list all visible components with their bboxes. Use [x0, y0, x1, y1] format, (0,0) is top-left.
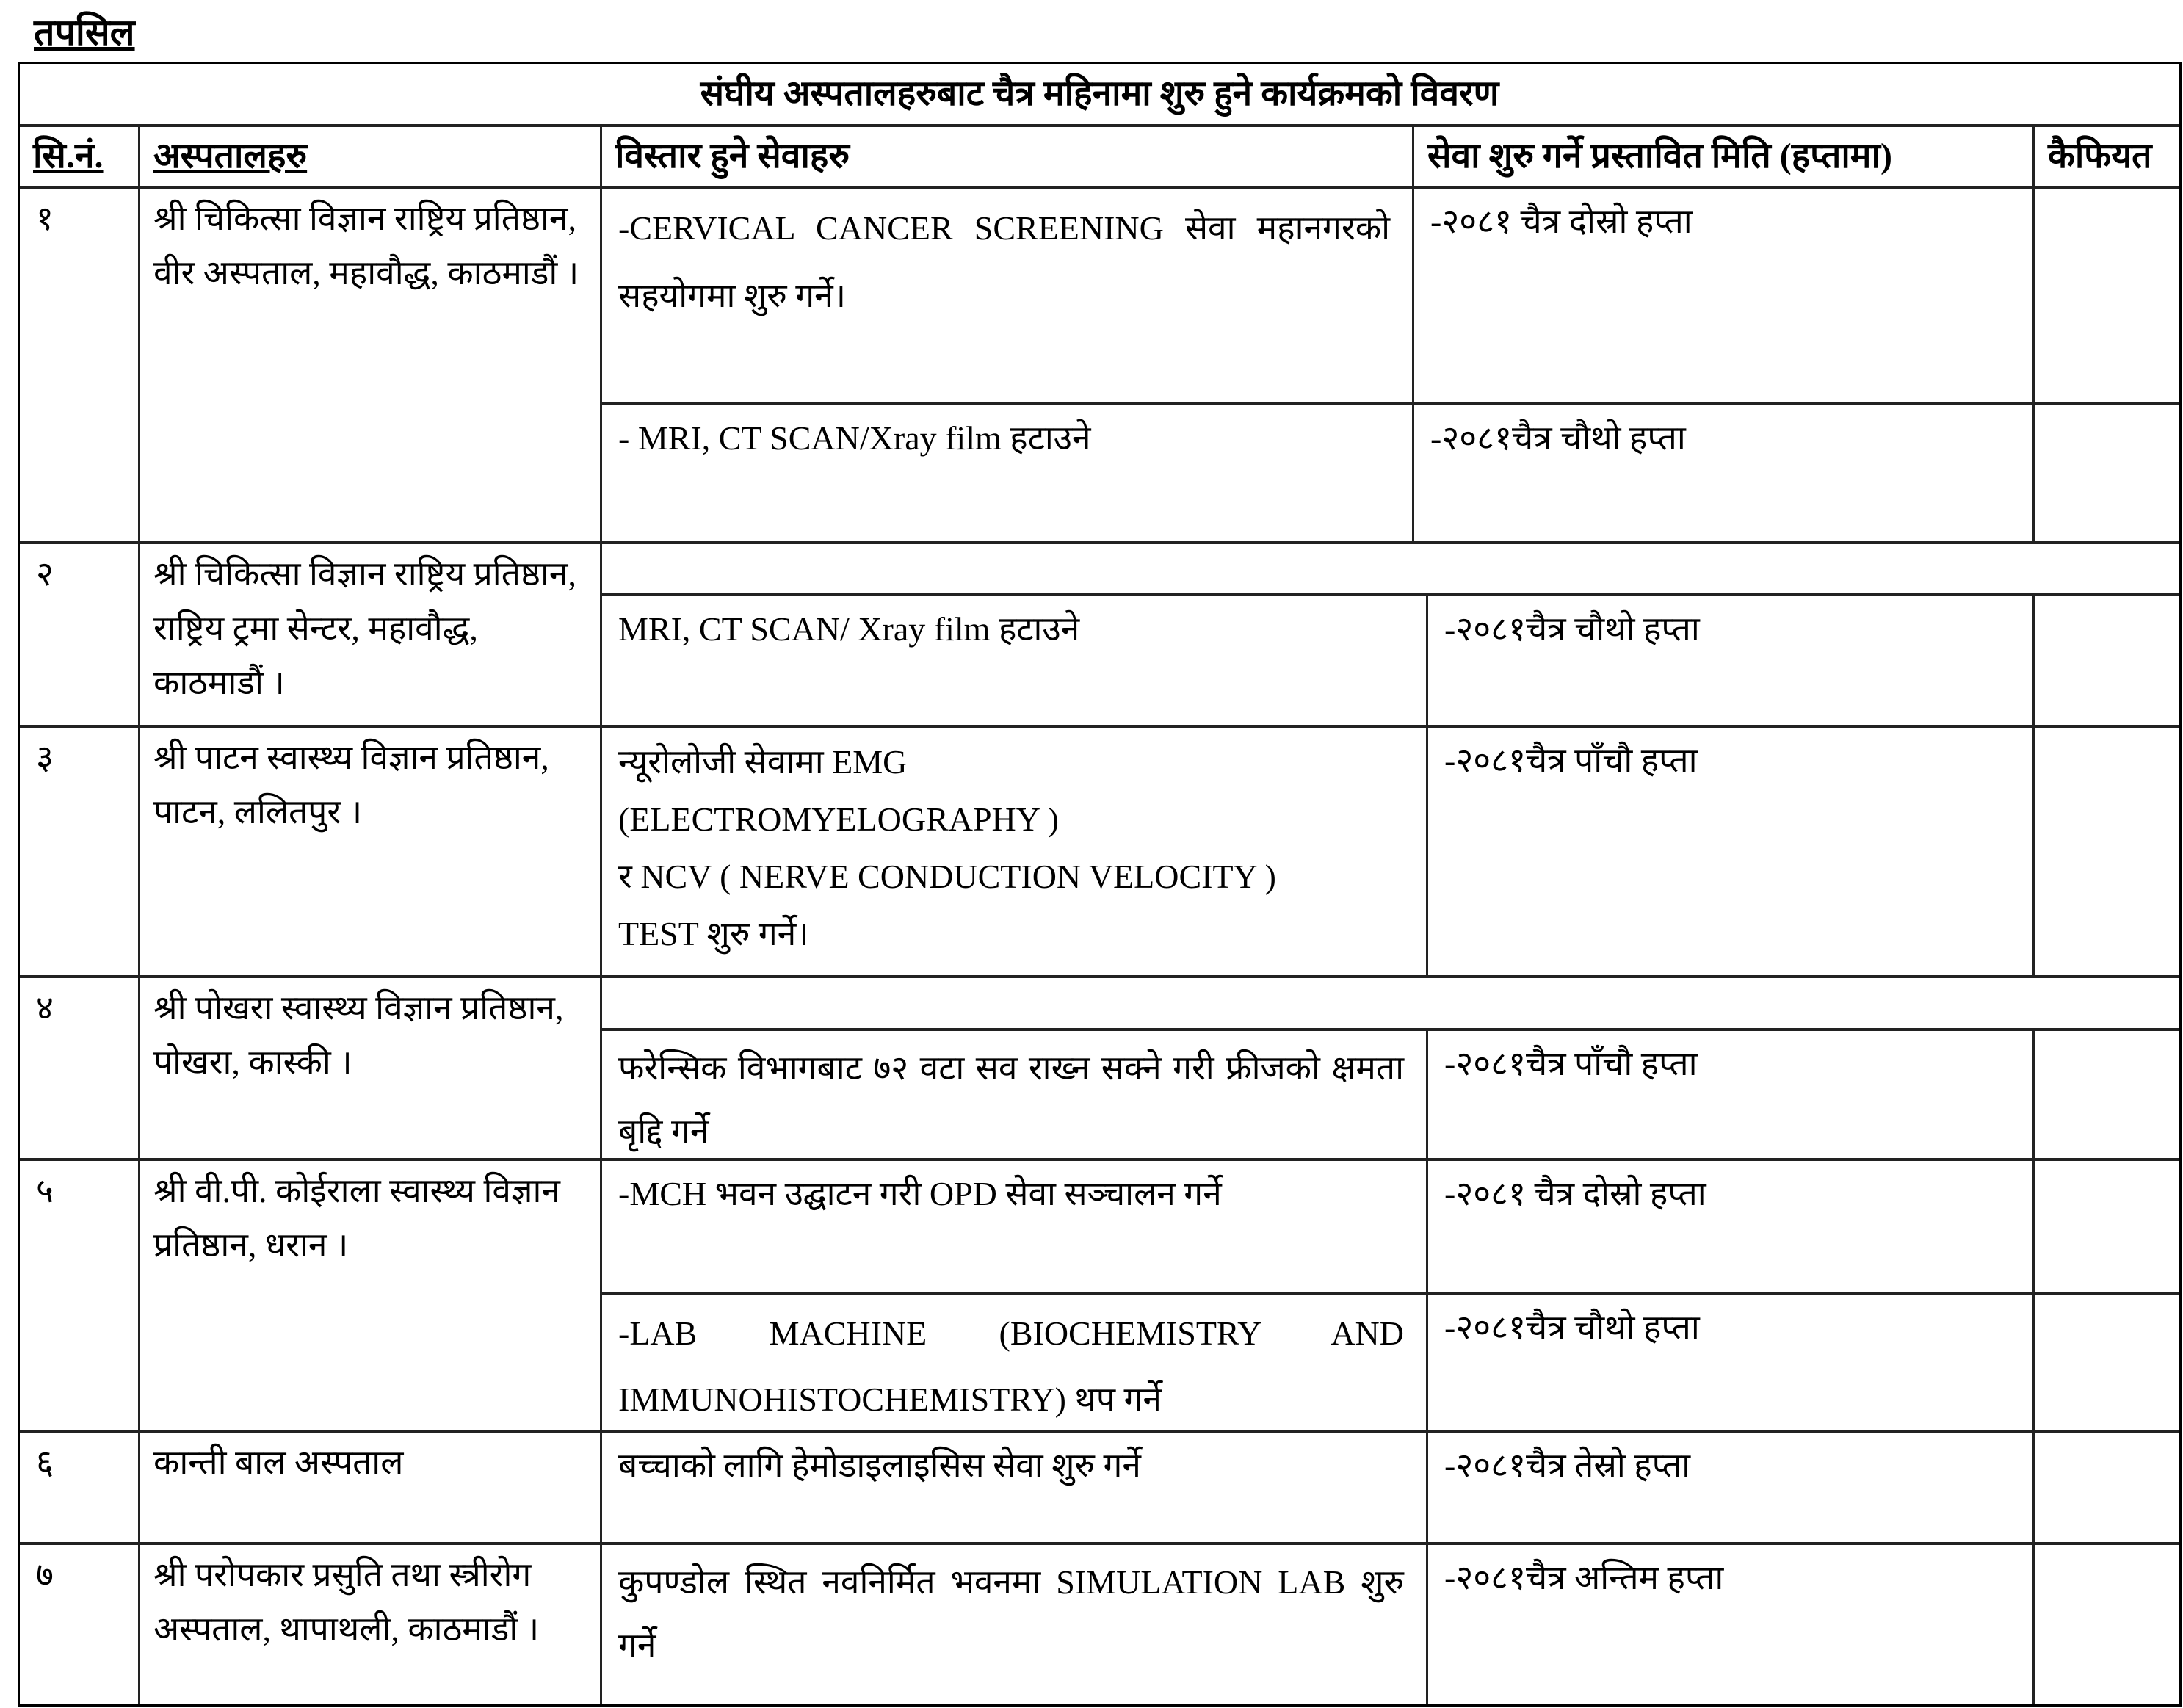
divider	[2032, 189, 2035, 541]
row-date: -२०८१चैत्र चौथो हप्ता	[1430, 419, 1686, 457]
row-hospital: श्री परोपकार प्रसुति तथा स्त्रीरोग अस्पताल, थापाथली, काठमाडौं ।	[153, 1556, 540, 1648]
row-date: -२०८१चैत्र पाँचौ हप्ता	[1444, 742, 1698, 779]
row-date: -२०८१ चैत्र दोस्रो हप्ता	[1444, 1175, 1706, 1212]
section-caption: तपसिल	[34, 12, 135, 53]
divider	[2032, 728, 2035, 975]
row-date: -२०८१चैत्र चौथो हप्ता	[1444, 610, 1700, 648]
row-service: - MRI, CT SCAN/Xray film हटाउने	[618, 419, 1091, 457]
service-line: TEST शुरु गर्ने।	[618, 915, 809, 952]
row-hospital: कान्ती बाल अस्पताल	[153, 1444, 404, 1481]
service-line: न्यूरोलोजी सेवामा EMG	[618, 743, 908, 781]
divider	[1412, 189, 1414, 541]
row-sn: २	[36, 555, 54, 593]
row-remarks	[2035, 1433, 2179, 1542]
row-sn: १	[36, 200, 54, 237]
header-hospital: अस्पतालहरु	[153, 137, 308, 175]
row-remarks	[2035, 1295, 2179, 1430]
table-title: संघीय अस्पतालहरुबाट चैत्र महिनामा शुरु हुने कार्यक्रमको विवरण	[700, 74, 1499, 113]
row-sn: ६	[36, 1444, 54, 1481]
row-remarks	[2035, 1161, 2179, 1292]
divider	[1426, 728, 1428, 975]
row-remarks	[2035, 405, 2179, 541]
row-remarks	[2035, 728, 2179, 975]
row-hospital: श्री पाटन स्वास्थ्य विज्ञान प्रतिष्ठान, पाटन, ललितपुर ।	[153, 739, 549, 831]
divider	[2032, 1433, 2035, 1542]
row-date: -२०८१चैत्र पाँचौ हप्ता	[1444, 1045, 1698, 1082]
row-hospital: श्री चिकित्सा विज्ञान राष्ट्रिय प्रतिष्ठान, राष्ट्रिय ट्रमा सेन्टर, महावौद्ध, काठमाडौं ।	[153, 555, 576, 701]
row-service: -MCH भवन उद्घाटन गरी OPD सेवा सञ्चालन गर्ने	[618, 1175, 1222, 1212]
row-sn: ५	[36, 1172, 54, 1209]
divider	[600, 127, 602, 1704]
hospital-program-table	[18, 62, 2182, 1707]
row-hospital: श्री चिकित्सा विज्ञान राष्ट्रिय प्रतिष्ठान, वीर अस्पताल, महावौद्ध, काठमाडौं ।	[153, 200, 579, 292]
divider	[2032, 1031, 2035, 1158]
row-remarks	[2035, 596, 2179, 725]
row-date: -२०८१चैत्र तेस्रो हप्ता	[1444, 1447, 1691, 1484]
row-service: कुपण्डोल स्थित नवनिर्मित भवनमा SIMULATION LAB शुरु गर्ने	[618, 1563, 1404, 1664]
row-remarks	[2035, 1031, 2179, 1158]
row-sn: ४	[36, 989, 54, 1027]
row-date: -२०८१चैत्र चौथो हप्ता	[1444, 1309, 1700, 1346]
header-remarks: कैफियत	[2048, 137, 2152, 175]
row-sn: ७	[36, 1556, 54, 1593]
header-sn: सि.नं.	[33, 137, 104, 175]
divider	[2032, 127, 2035, 186]
divider	[2032, 1161, 2035, 1430]
row-service: बच्चाको लागि हेमोडाइलाइसिस सेवा शुरु गर्ने	[618, 1447, 1141, 1484]
divider	[1426, 596, 1428, 725]
divider	[1426, 1433, 1428, 1542]
row-service: MRI, CT SCAN/ Xray film हटाउने	[618, 610, 1080, 648]
divider	[1426, 1161, 1428, 1430]
row-remarks	[2035, 1545, 2179, 1704]
header-date: सेवा शुरु गर्ने प्रस्तावित मिति (हप्तामा)	[1427, 137, 1892, 175]
divider	[1426, 1545, 1428, 1704]
divider	[2032, 596, 2035, 725]
row-date: -२०८१ चैत्र दोस्रो हप्ता	[1430, 203, 1693, 240]
row-service: -LAB MACHINE (BIOCHEMISTRY AND IMMUNOHISTOCHEMISTRY) थप गर्ने	[618, 1314, 1404, 1418]
row-service: -CERVICAL CANCER SCREENING सेवा महानगरको सहयोगमा शुरु गर्ने।	[618, 209, 1390, 314]
row-hospital: श्री वी.पी. कोईराला स्वास्थ्य विज्ञान प्रतिष्ठान, धरान ।	[153, 1172, 560, 1264]
service-line: (ELECTROMYELOGRAPHY )	[618, 800, 1060, 838]
divider	[2032, 1545, 2035, 1704]
row-hospital: श्री पोखरा स्वास्थ्य विज्ञान प्रतिष्ठान, पोखरा, कास्की ।	[153, 989, 564, 1081]
row-service: फरेन्सिक विभागबाट ७२ वटा सव राख्न सक्ने गरी फ्रीजको क्षमता बृद्दि गर्ने	[618, 1049, 1404, 1150]
row-remarks	[2035, 189, 2179, 402]
header-services: विस्तार हुने सेवाहरु	[615, 137, 850, 175]
divider	[1426, 1031, 1428, 1158]
row-date: -२०८१चैत्र अन्तिम हप्ता	[1444, 1559, 1724, 1596]
divider	[138, 127, 140, 1704]
row-service	[602, 728, 1426, 975]
row-sn: ३	[36, 739, 54, 776]
service-line: र NCV ( NERVE CONDUCTION VELOCITY )	[618, 858, 1276, 895]
divider	[1412, 127, 1414, 186]
